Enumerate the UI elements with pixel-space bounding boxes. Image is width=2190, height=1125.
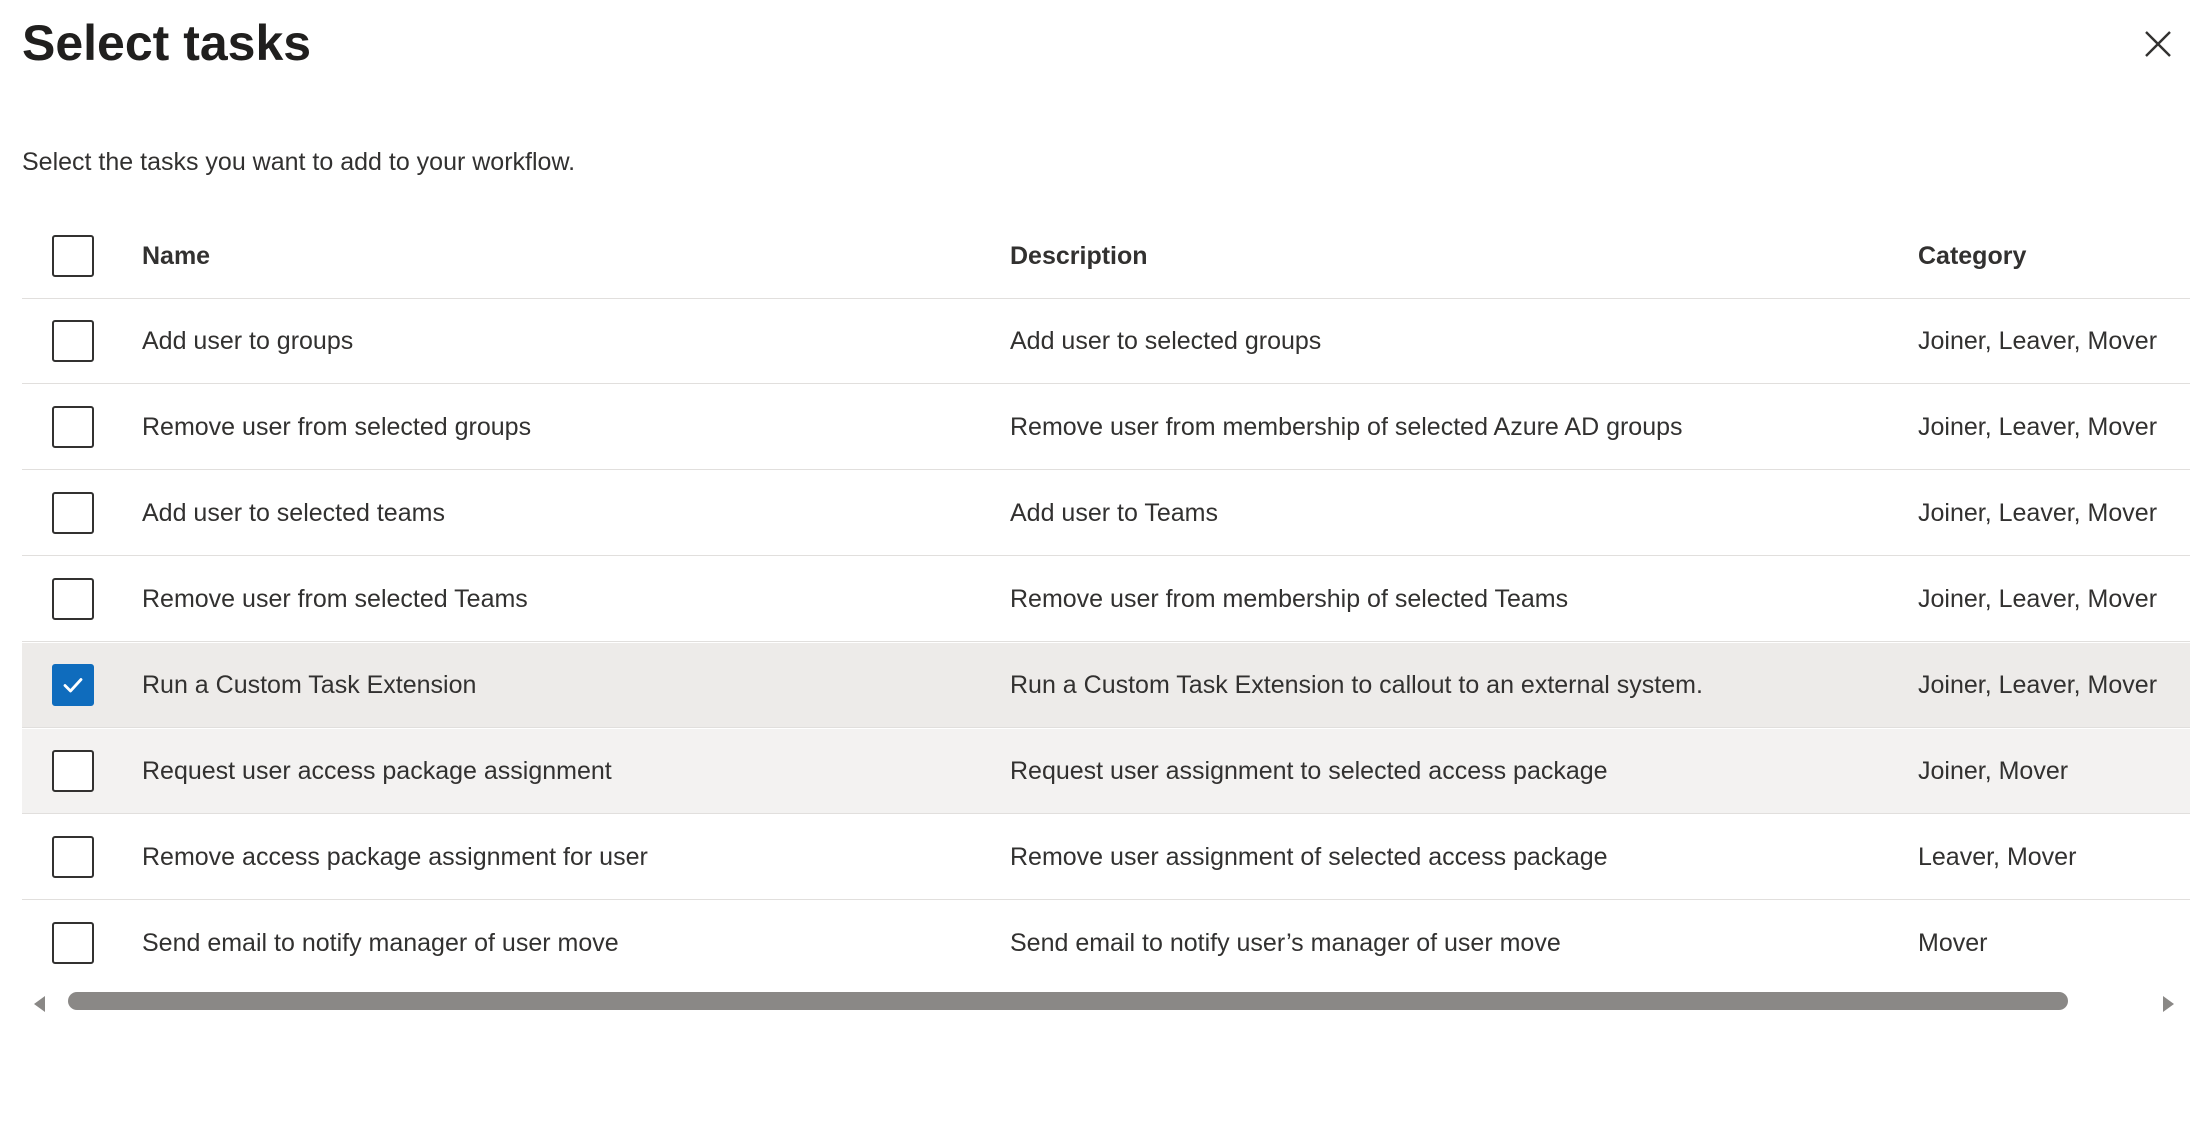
row-checkbox[interactable]: [52, 492, 94, 534]
table-header-row: [22, 214, 2190, 299]
table-row-selected[interactable]: [22, 643, 2190, 728]
task-description: Send email to notify user’s manager of user move: [1010, 929, 1561, 957]
task-name: Send email to notify manager of user move: [142, 929, 619, 957]
task-description: Remove user from membership of selected Azure AD groups: [1010, 413, 1683, 441]
task-name: Add user to groups: [142, 327, 354, 355]
task-category: Joiner, Leaver, Mover: [1918, 585, 2158, 613]
close-icon: [2138, 24, 2178, 64]
scrollbar-thumb[interactable]: [68, 992, 2068, 1010]
task-category: Mover: [1918, 929, 1988, 957]
task-name: Remove access package assignment for user: [142, 843, 648, 871]
task-description: Remove user from membership of selected Teams: [1010, 585, 1569, 613]
table-row[interactable]: [22, 385, 2190, 470]
horizontal-scrollbar[interactable]: [22, 984, 2190, 1016]
task-category: Joiner, Leaver, Mover: [1918, 413, 2158, 441]
task-category: Leaver, Mover: [1918, 843, 2077, 871]
row-checkbox[interactable]: [52, 578, 94, 620]
close-button[interactable]: [2138, 24, 2178, 64]
table-row[interactable]: [22, 815, 2190, 900]
column-header-description[interactable]: Description: [1010, 242, 1148, 270]
table-row[interactable]: [22, 557, 2190, 642]
page-title: Select tasks: [22, 15, 312, 71]
task-name: Remove user from selected groups: [142, 413, 532, 441]
task-name: Add user to selected teams: [142, 499, 445, 527]
scroll-right-button[interactable]: [2150, 984, 2186, 1016]
task-description: Request user assignment to selected access package: [1010, 757, 1608, 785]
task-description: Run a Custom Task Extension to callout to an external system.: [1010, 671, 1703, 699]
table-row[interactable]: [22, 471, 2190, 556]
row-checkbox[interactable]: [52, 922, 94, 964]
row-checkbox[interactable]: [52, 750, 94, 792]
row-checkbox[interactable]: [52, 320, 94, 362]
task-description: Remove user assignment of selected access package: [1010, 843, 1608, 871]
task-category: Joiner, Leaver, Mover: [1918, 327, 2158, 355]
task-category: Joiner, Leaver, Mover: [1918, 671, 2158, 699]
select-all-checkbox[interactable]: [52, 235, 94, 277]
row-checkbox[interactable]: [52, 836, 94, 878]
task-name: Remove user from selected Teams: [142, 585, 528, 613]
row-checkbox-checked[interactable]: [52, 664, 94, 706]
column-header-name[interactable]: Name: [142, 242, 211, 270]
task-name: Run a Custom Task Extension: [142, 671, 477, 699]
triangle-left-icon: [32, 995, 48, 1013]
scroll-left-button[interactable]: [22, 984, 58, 1016]
dialog-subtitle: Select the tasks you want to add to your workflow.: [22, 148, 576, 176]
checkmark-icon: [60, 672, 86, 698]
row-checkbox[interactable]: [52, 406, 94, 448]
column-header-category[interactable]: Category: [1918, 242, 2027, 270]
table-row[interactable]: [22, 901, 2190, 984]
task-category: Joiner, Mover: [1918, 757, 2069, 785]
table-row-hovered[interactable]: [22, 729, 2190, 814]
task-name: Request user access package assignment: [142, 757, 612, 785]
triangle-right-icon: [2160, 995, 2176, 1013]
task-category: Joiner, Leaver, Mover: [1918, 499, 2158, 527]
task-description: Add user to selected groups: [1010, 327, 1322, 355]
task-description: Add user to Teams: [1010, 499, 1218, 527]
table-row[interactable]: [22, 299, 2190, 384]
tasks-table: [22, 214, 2190, 984]
